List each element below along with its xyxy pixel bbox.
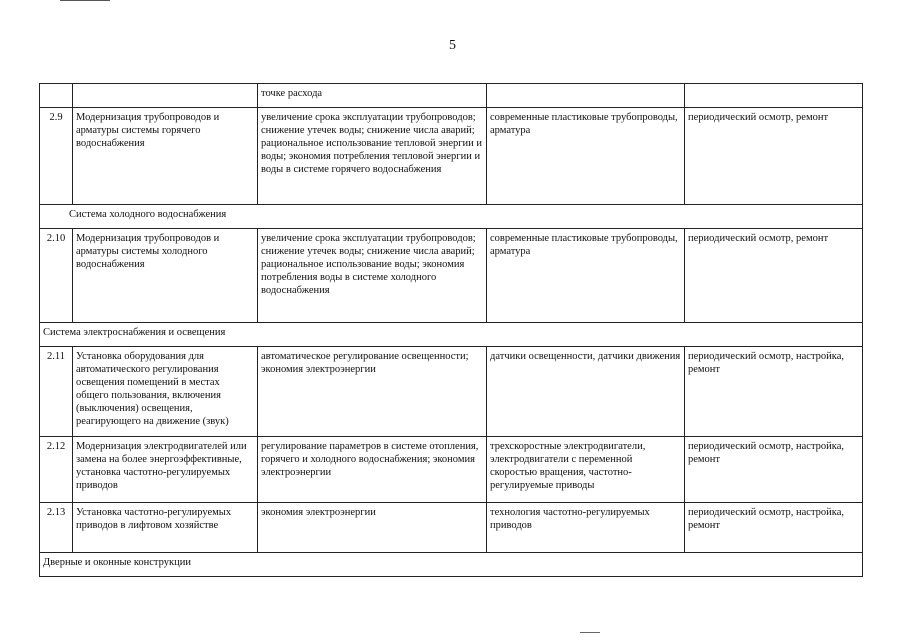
- section-heading-electric: Система электроснабжения и освещения: [40, 323, 863, 347]
- technology-cell: трехскоростные электродвигатели, электродвигатели с переменной скоростью вращения, частотно-регулируемые приводы: [487, 437, 685, 503]
- effect-cell: экономия электроэнергии: [258, 503, 487, 553]
- table-cell: [73, 84, 258, 108]
- measure-cell: Модернизация трубопроводов и арматуры системы горячего водоснабжения: [73, 108, 258, 205]
- maintenance-cell: периодический осмотр, настройка, ремонт: [685, 347, 863, 437]
- table-cell: [685, 84, 863, 108]
- table-row: [40, 108, 863, 205]
- measure-cell: Модернизация трубопроводов и арматуры системы холодного водоснабжения: [73, 229, 258, 323]
- page-number: 5: [449, 38, 456, 53]
- maintenance-cell: периодический осмотр, ремонт: [685, 229, 863, 323]
- table-row: [40, 437, 863, 503]
- table-row: [40, 229, 863, 323]
- effect-cell: автоматическое регулирование освещенности; экономия электроэнергии: [258, 347, 487, 437]
- maintenance-cell: периодический осмотр, ремонт: [685, 108, 863, 205]
- row-number: 2.10: [40, 229, 73, 323]
- section-heading-cold-water: [40, 205, 863, 229]
- section-row: [40, 553, 863, 577]
- table-cell: [40, 84, 73, 108]
- effect-cell: увеличение срока эксплуатации трубопроводов; снижение утечек воды; снижение числа аварий; рациональное использование тепловой энергии и воды; экономия потребления тепловой энергии и воды в системе горячего водоснабжения: [258, 108, 487, 205]
- measure-cell: Установка оборудования для автоматического регулирования освещения помещений в местах общего пользования, включения (выключения) освещения, реагирующего на движение (звук): [73, 347, 258, 437]
- section-title: Система холодного водоснабжения: [69, 209, 227, 220]
- scan-mark-top: [60, 0, 110, 4]
- technology-cell: современные пластиковые трубопроводы, арматура: [487, 229, 685, 323]
- table-row: [40, 503, 863, 553]
- scan-mark-bottom: [580, 632, 600, 635]
- technology-cell: датчики освещенности, датчики движения: [487, 347, 685, 437]
- effect-cell: регулирование параметров в системе отопления, горячего и холодного водоснабжения; экономия электроэнергии: [258, 437, 487, 503]
- effect-cell: увеличение срока эксплуатации трубопроводов; снижение утечек воды; снижение числа аварий; рациональное использование воды; экономия потребления воды в системе холодного водоснабжения: [258, 229, 487, 323]
- maintenance-cell: периодический осмотр, настройка, ремонт: [685, 437, 863, 503]
- maintenance-cell: периодический осмотр, настройка, ремонт: [685, 503, 863, 553]
- row-number: 2.12: [40, 437, 73, 503]
- row-number: 2.11: [40, 347, 73, 437]
- table-cell: точке расхода: [258, 84, 487, 108]
- section-heading-doors-windows: Дверные и оконные конструкции: [40, 553, 863, 577]
- measure-cell: Установка частотно-регулируемых приводов в лифтовом хозяйстве: [73, 503, 258, 553]
- table-row: [40, 347, 863, 437]
- row-number: 2.13: [40, 503, 73, 553]
- measure-cell: Модернизация электродвигателей или замена на более энергоэффективные, установка частотно-регулируемых приводов: [73, 437, 258, 503]
- measures-table: [39, 83, 863, 577]
- table-cell: [487, 84, 685, 108]
- technology-cell: технология частотно-регулируемых приводов: [487, 503, 685, 553]
- technology-cell: современные пластиковые трубопроводы, арматура: [487, 108, 685, 205]
- section-row: [40, 205, 863, 229]
- row-number: 2.9: [40, 108, 73, 205]
- section-row: [40, 323, 863, 347]
- table-row: [40, 84, 863, 108]
